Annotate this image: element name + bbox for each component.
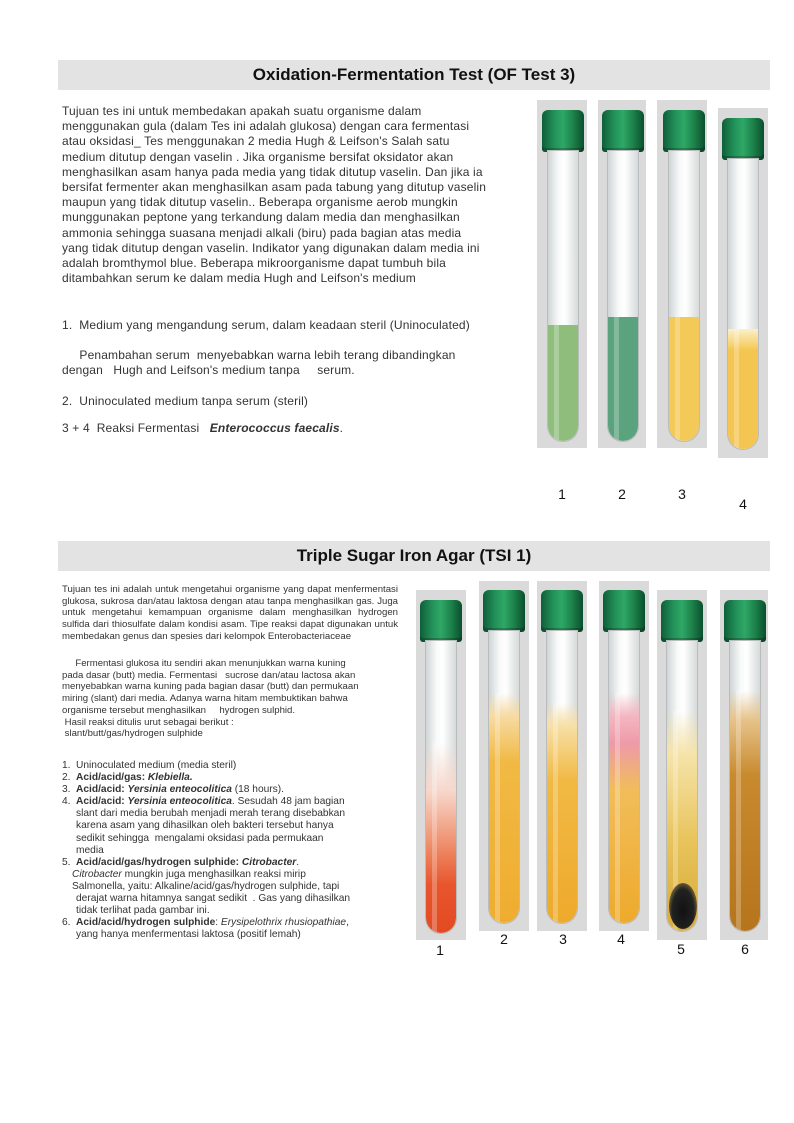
of-notes [62, 318, 532, 436]
of-item-3-prefix: 3 + 4 Reaksi Fermentasi [62, 420, 210, 435]
tsi-desc-line: organisme tersebut menghasilkan hydrogen sulphid. [62, 704, 296, 716]
of-tube-label-4: 4 [739, 496, 747, 512]
tsi-tube-label-2: 2 [500, 931, 508, 947]
tsi-item-1: 1. Uninoculated medium (media steril) [62, 760, 237, 771]
tsi-item-2: 2. Acid/acid/gas: Klebiella. [62, 772, 193, 784]
of-item-1: 1. Medium yang mengandung serum, dalam keadaan steril (Uninoculated) [62, 318, 470, 332]
of-intro-line: bersifat fermenter akan menghasilkan asam pada tabung yang ditutup vaselin [62, 180, 487, 195]
tsi-description [62, 658, 398, 740]
tsi-item-3: 3. Acid/acid: Yersinia enteocolitica (18 hours). [62, 784, 284, 796]
of-tube-3 [663, 110, 705, 442]
tsi-item-5: 5. Acid/acid/gas/hydrogen sulphide: Citrobacter. Citrobacter mungkin juga menghasilkan reaksi mirip Salmonella, yaitu: Alkaline/acid/gas/hydrogen sulphide, tapi derajat warna hitamnya sangat sedikit . Gas yang dihasilkan tidak terlihat pada gambar ini. [62, 856, 351, 917]
of-intro-line: ditambahkan serum ke dalam media Hugh and Leifson's medium [62, 271, 416, 286]
of-tube-4 [722, 118, 764, 450]
of-tube-label-2: 2 [618, 486, 626, 502]
of-item-2: 2. Uninoculated medium tanpa serum (steril) [62, 393, 309, 408]
of-item-3-organism: Enterococcus faecalis [209, 420, 340, 435]
of-intro-line: atau oksidasi_ Tes menggunakan 2 media Hugh & Leifson's Salah satu [62, 134, 450, 149]
tsi-tube-6 [724, 600, 766, 932]
tsi-title: Triple Sugar Iron Agar (TSI 1) [296, 546, 532, 565]
tsi-tube-2 [483, 590, 525, 924]
tsi-tube-1 [420, 600, 462, 934]
tsi-desc-line: menyebabkan warna kuning pada bagian dasar (butt) dan permukaan [62, 681, 359, 693]
tsi-title-bar [58, 541, 770, 571]
of-intro-line: menghasilkan asam hanya pada media yang tidak ditutup vaselin. Dan jika ia [62, 164, 483, 179]
of-intro-line: maupun yang tidak ditutup vaselin.. Beberapa organisme aerob mungkin [62, 195, 458, 210]
of-intro-text [62, 104, 526, 286]
tsi-intro-text: Tujuan tes ini adalah untuk mengetahui organisme yang dapat menfermentasi glukosa, sukrosa dan/atau laktosa dengan atau tanpa menghasilkan gas. Juga untuk mengetahui kemampuan organisme dalam menghasilkan hydrogen sulfida dari thiosulfate dalam kondisi asam. Tipe reaksi dapat digunakan untuk membedakan genus dan spesies dari kelompok Enterobacteriaceae [62, 584, 398, 642]
of-intro-line: ammonia sehingga suasana menjadi alkali (biru) pada bagian atas media [62, 225, 462, 240]
of-test-title-bar [58, 60, 770, 90]
tsi-tube-label-6: 6 [741, 941, 749, 957]
tsi-tube-label-4: 4 [617, 931, 625, 947]
tsi-tube-label-3: 3 [559, 931, 567, 947]
of-intro-line: yang tidak ditutup dengan vaselin. Indikator yang digunakan dalam media ini [62, 240, 480, 255]
of-item-3 [62, 421, 532, 436]
tsi-desc-line: Hasil reaksi ditulis urut sebagai berikut : [62, 716, 234, 728]
of-intro-line: munggunakan peptone yang terkandung dalam media dan menghasilkan [62, 210, 460, 225]
tsi-results-list [62, 760, 402, 941]
of-tube-1 [542, 110, 584, 442]
of-tube-2 [602, 110, 644, 442]
of-item-3-suffix: . [339, 420, 344, 435]
tsi-desc-line: miring (slant) dari media. Adanya warna hitam membuktikan bahwa [62, 693, 348, 705]
of-tube-label-3: 3 [678, 486, 686, 502]
tsi-desc-line: slant/butt/gas/hydrogen sulphide [62, 728, 203, 740]
tsi-tube-3 [541, 590, 583, 924]
of-test-title: Oxidation-Fermentation Test (OF Test 3) [252, 65, 576, 84]
tsi-tube-5 [661, 600, 703, 932]
tsi-item-6: 6. Acid/acid/hydrogen sulphide: Erysipelothrix rhusiopathiae, yang hanya menfermentasi laktosa (positif lemah) [62, 917, 349, 941]
of-intro-line: medium ditutup dengan vaselin . Jika organisme bersifat oksidator akan [62, 149, 454, 164]
of-item-1-note: Penambahan serum menyebabkan warna lebih terang dibandingkan [62, 348, 456, 363]
of-intro-line: menggunakan gula (dalam Tes ini adalah glukosa) dengan cara fermentasi [62, 119, 470, 134]
tsi-desc-line: pada dasar (butt) media. Fermentasi sucrose dan/atau lactosa akan [62, 669, 356, 681]
tsi-tube-4 [603, 590, 645, 924]
tsi-desc-line: Fermentasi glukosa itu sendiri akan menunjukkan warna kuning [62, 658, 346, 669]
tsi-tube-label-1: 1 [436, 942, 444, 958]
of-intro-line: Tujuan tes ini untuk membedakan apakah suatu organisme dalam [62, 104, 422, 118]
tsi-tube-label-5: 5 [677, 941, 685, 957]
tsi-item-4: 4. Acid/acid: Yersinia enteocolitica. Sesudah 48 jam bagian slant dari media berubah menjadi merah terang disebabkan karena asam yang dihasilkan oleh bakteri tersebut hanya sedikit sehingga mengalami oksidasi pada permukaan media [62, 796, 346, 856]
of-intro-line: adalah bromthymol blue. Beberapa mikroorganisme dapat tumbuh bila [62, 256, 446, 271]
of-tube-label-1: 1 [558, 486, 566, 502]
of-item-1-note-2: dengan Hugh and Leifson's medium tanpa serum. [62, 363, 355, 378]
